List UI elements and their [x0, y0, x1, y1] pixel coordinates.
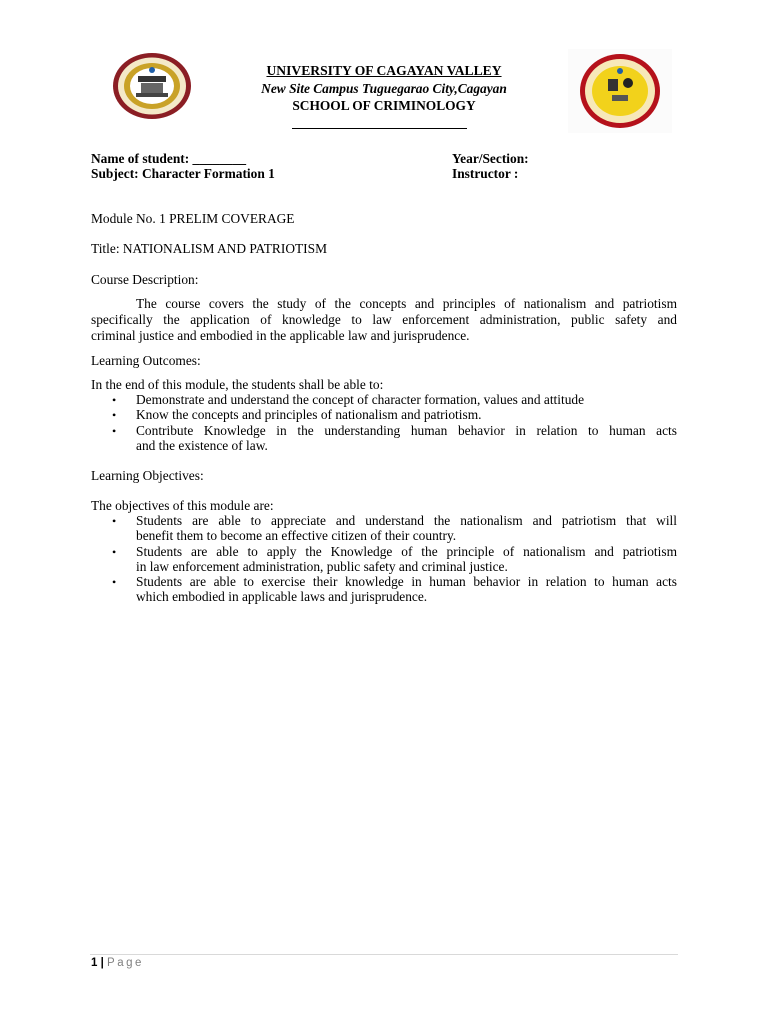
- footer-separator: |: [100, 957, 104, 969]
- outcome-item: Know the concepts and principles of nationalism and patriotism.: [136, 407, 482, 422]
- course-description-heading: Course Description:: [91, 272, 199, 287]
- campus-address: New Site Campus Tuguegarao City,Cagayan: [261, 81, 507, 96]
- subject-field: Subject: Character Formation 1: [91, 166, 275, 181]
- learning-objectives-heading: Learning Objectives:: [91, 468, 204, 483]
- module-title: Title: NATIONALISM AND PATRIOTISM: [91, 241, 327, 256]
- bullet-icon: •: [112, 424, 117, 438]
- outcome-item-continuation: and the existence of law.: [136, 438, 268, 453]
- course-desc-line: criminal justice and embodied in the applicable law and jurisprudence.: [91, 328, 470, 343]
- learning-outcomes-intro: In the end of this module, the students shall be able to:: [91, 377, 384, 392]
- objective-item-continuation: in law enforcement administration, public safety and criminal justice.: [136, 559, 508, 574]
- objective-item-continuation: which embodied in applicable laws and jurisprudence.: [136, 589, 428, 604]
- bullet-icon: •: [112, 575, 117, 589]
- outcome-item: Contribute Knowledge in the understanding human behavior in relation to human acts: [136, 423, 677, 438]
- module-number: Module No. 1 PRELIM COVERAGE: [91, 211, 295, 226]
- objective-item: Students are able to exercise their knowledge in human behavior in relation to human acts: [136, 574, 677, 589]
- bullet-icon: •: [112, 393, 117, 407]
- course-desc-line: The course covers the study of the concepts and principles of nationalism and patriotism: [136, 296, 677, 311]
- footer-rule: [90, 954, 678, 955]
- school-name: SCHOOL OF CRIMINOLOGY: [292, 98, 476, 113]
- page-label: Page: [107, 957, 144, 969]
- instructor-field: Instructor :: [452, 166, 519, 181]
- year-section-field: Year/Section:: [452, 151, 529, 166]
- outcome-item: Demonstrate and understand the concept of character formation, values and attitude: [136, 392, 585, 407]
- page-number: 1: [91, 957, 98, 969]
- bullet-icon: •: [112, 514, 117, 528]
- bullet-icon: •: [112, 408, 117, 422]
- learning-outcomes-heading: Learning Outcomes:: [91, 353, 201, 368]
- university-name: UNIVERSITY OF CAGAYAN VALLEY: [266, 63, 502, 78]
- bullet-icon: •: [112, 545, 117, 559]
- objective-item: Students are able to apply the Knowledge of the principle of nationalism and patriotism: [136, 544, 677, 559]
- learning-objectives-intro: The objectives of this module are:: [91, 498, 274, 513]
- course-desc-line: specifically the application of knowledge to law enforcement administration, public safety and: [91, 312, 677, 327]
- student-name-field: Name of student: ________: [91, 151, 247, 166]
- objective-item-continuation: benefit them to become an effective citizen of their country.: [136, 528, 457, 543]
- header-rule: [292, 128, 467, 129]
- page-footer: [91, 956, 144, 970]
- objective-item: Students are able to appreciate and understand the nationalism and patriotism that will: [136, 513, 677, 528]
